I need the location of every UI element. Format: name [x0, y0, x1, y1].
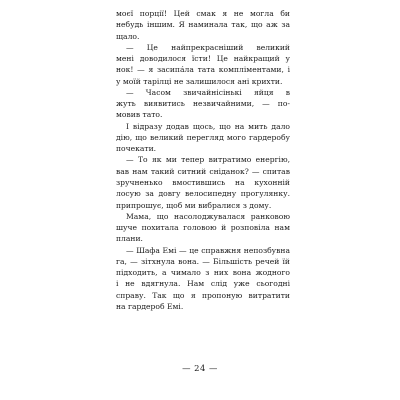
text-line: почекати. [116, 144, 157, 154]
text-line: вав нам такий ситний сніданок? — спитав [116, 166, 290, 176]
text-line: І відразу додав щось, що на мить дало [126, 121, 290, 131]
text-line: підходить, а чимало з них вона жодного [116, 268, 290, 278]
text-line: на гардероб Емі. [116, 301, 184, 311]
page-number: — 24 — [182, 363, 218, 373]
text-line: мовив тато. [116, 110, 163, 120]
text-line: — Це найпрекрасніший великий [126, 42, 290, 52]
text-line: зручненько вмостившись на кухонній [116, 177, 290, 187]
text-line: справу. Так що я пропоную витратити [116, 290, 290, 300]
text-line: плани. [116, 234, 143, 244]
text-line: — Часом звичайнісінькі яйця в [126, 87, 290, 97]
text-line: — Шафа Емі — це справжня непозбувна [126, 245, 290, 255]
text-line: у моїй тарілці не залишилося ані крихти. [116, 76, 283, 86]
text-line: жуть виявитись незвичайними, — по- [116, 99, 290, 109]
text-line: і не вдягнула. Нам слід уже сьогодні [116, 279, 290, 289]
text-line: — То як ми тепер витратимо енергію, [126, 155, 290, 165]
text-line: га, — зітхнула вона. — Більшість речей їй [116, 256, 290, 266]
text-line: мені доводилося їсти! Це найкращий у [116, 54, 290, 64]
text-line: Мама, що насолоджувалася ранковою [126, 211, 290, 221]
text-line: щало. [116, 31, 140, 41]
text-line: припрошує, щоб ми вибралися з дому. [116, 200, 272, 210]
text-line: дію, що великий перегляд мого гардеробу [116, 132, 290, 142]
body-text [116, 8, 290, 312]
text-line: моєї порції! Цей смак я не могла би [116, 9, 290, 18]
text-line: нок! — я засипáла тата компліментами, і [116, 65, 290, 75]
text-line: шуче похитала головою й розповіла нам [116, 223, 290, 233]
text-line: небудь іншим. Я наминала так, що аж за [116, 20, 290, 30]
text-line: лосую за довгу велосипедну прогулянку. [116, 189, 290, 199]
